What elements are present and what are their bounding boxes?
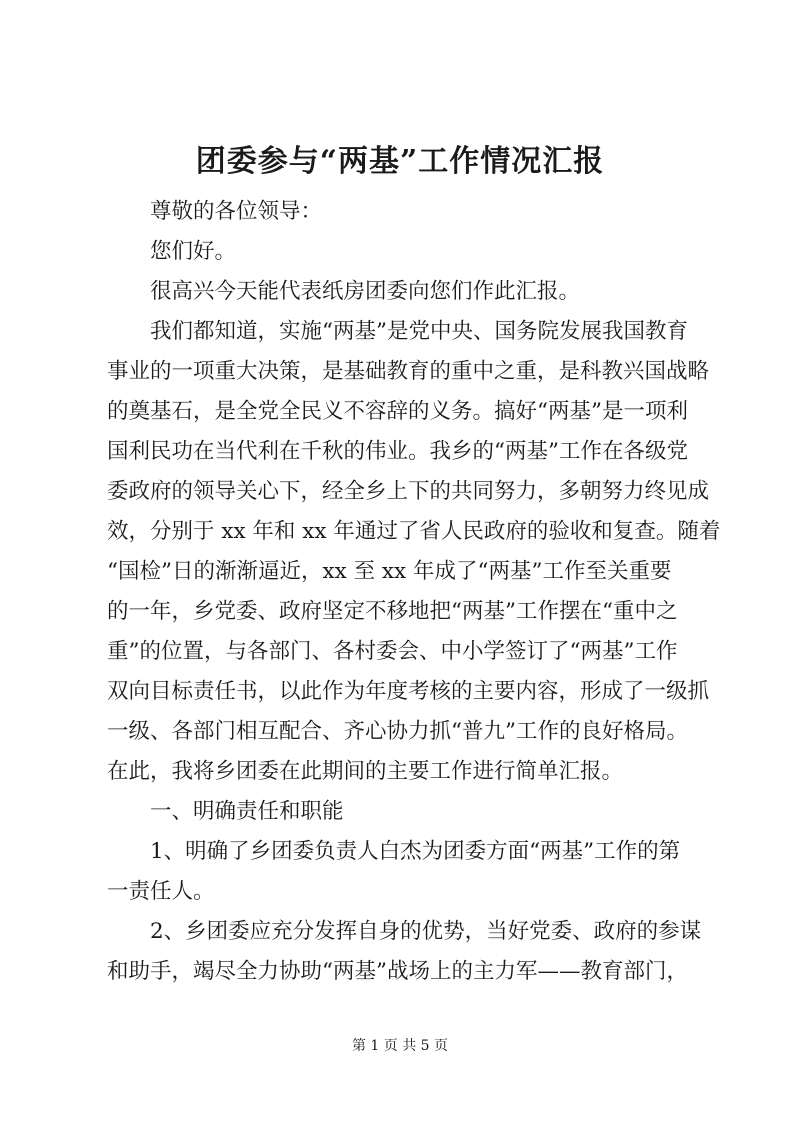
intro-line: 很高兴今天能代表纸房团委向您们作此汇报。 xyxy=(150,279,581,304)
list-item-line: 2、乡团委应充分发挥自身的优势，当好党委、政府的参谋 xyxy=(150,919,702,944)
document-title: 团委参与“两基”工作情况汇报 xyxy=(195,144,605,179)
list-item-line: 1、明确了乡团委负责人白杰为团委方面“两基”工作的第 xyxy=(150,839,681,864)
paragraph-line: 国利民功在当代利在千秋的伟业。我乡的“两基”工作在各级党 xyxy=(107,439,688,464)
section-heading: 一、明确责任和职能 xyxy=(150,799,344,824)
paragraph-line: 在此，我将乡团委在此期间的主要工作进行简单汇报。 xyxy=(107,759,624,784)
list-item-line: 和助手，竭尽全力协助“两基”战场上的主力军——教育部门， xyxy=(107,959,688,984)
paragraph-line: 委政府的领导关心下，经全乡上下的共同努力，多朝努力终见成 xyxy=(107,479,710,504)
paragraph-line: 事业的一项重大决策，是基础教育的重中之重，是科教兴国战略 xyxy=(107,359,710,384)
paragraph-line: 我们都知道，实施“两基”是党中央、国务院发展我国教育 xyxy=(150,319,688,344)
page-number-footer: 第 1 页 共 5 页 xyxy=(351,1038,449,1054)
paragraph-line: 一级、各部门相互配合、齐心协力抓“普九”工作的良好格局。 xyxy=(107,719,688,744)
greeting: 您们好。 xyxy=(150,239,237,264)
paragraph-line: “国检”日的渐渐逼近，xx 至 xx 年成了“两基”工作至关重要 xyxy=(107,559,672,584)
paragraph-line: 重”的位置，与各部门、各村委会、中小学签订了“两基”工作 xyxy=(107,639,678,664)
list-item-line: 一责任人。 xyxy=(107,879,215,904)
paragraph-line: 双向目标责任书，以此作为年度考核的主要内容，形成了一级抓 xyxy=(107,679,710,704)
paragraph-line: 的一年，乡党委、政府坚定不移地把“两基”工作摆在“重中之 xyxy=(107,599,678,624)
paragraph-line: 的奠基石，是全党全民义不容辞的义务。搞好“两基”是一项利 xyxy=(107,399,688,424)
salutation: 尊敬的各位领导： xyxy=(150,199,323,224)
paragraph-line: 效，分别于 xx 年和 xx 年通过了省人民政府的验收和复查。随着 xyxy=(107,519,721,544)
